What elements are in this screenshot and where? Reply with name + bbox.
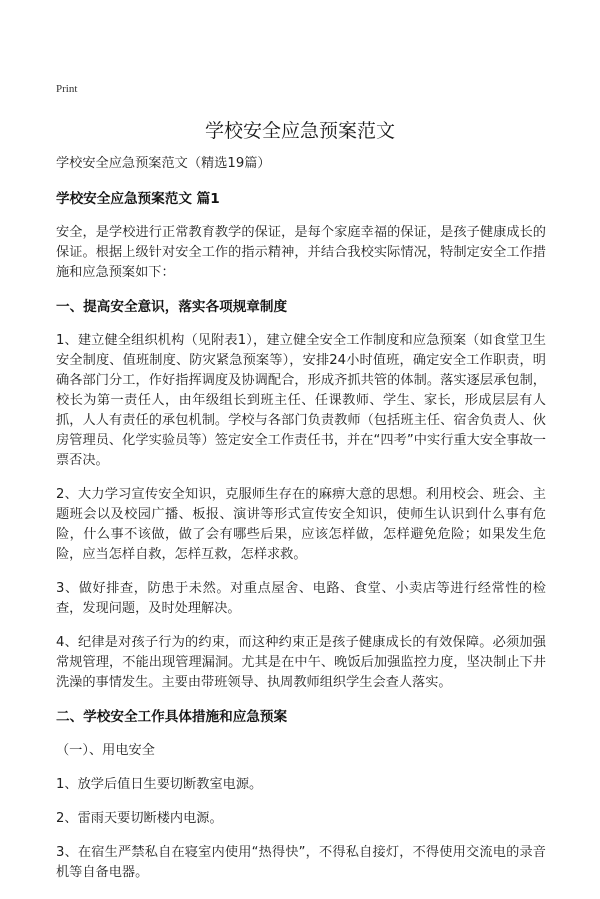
- electric-item-1: 1、放学后值日生要切断教室电源。: [56, 777, 263, 792]
- intro-paragraph: 安全，是学校进行正常教育教学的保证，是每个家庭幸福的保证，是孩子健康成长的保证。根据上级针对安全工作的指示精神，并结合我校实际情况，特制定安全工作措施和应急预案如下：: [56, 225, 546, 280]
- paragraph-item-3: 3、做好排查，防患于未然。对重点屋舍、电路、食堂、小卖店等进行经常性的检查，发现问题，及时处理解决。: [56, 581, 546, 616]
- electric-item-2: 2、雷雨天要切断楼内电源。: [56, 811, 223, 826]
- page-title: 学校安全应急预案范文: [204, 120, 395, 142]
- document-subtitle: 学校安全应急预案范文（精选19篇）: [56, 156, 271, 171]
- heading-2: 二、学校安全工作具体措施和应急预案: [56, 709, 288, 725]
- document-body: [56, 154, 546, 897]
- sub-heading-electric-safety: （一）、用电安全: [56, 743, 155, 758]
- paragraph-item-2: 2、大力学习宣传安全知识，克服师生存在的麻痹大意的思想。利用校会、班会、主题班会以及校园广播、板报、演讲等形式宣传安全知识，使师生认识到什么事有危险，什么事不该做，做了会有哪些后果，应该怎样做，怎样避免危险；如果发生危险，应当怎样自救，怎样互救，怎样求救。: [56, 487, 546, 562]
- paragraph-item-1: 1、建立健全组织机构（见附表1），建立健全安全工作制度和应急预案（如食堂卫生安全制度、值班制度、防灾紧急预案等），安排24小时值班，确定安全工作职责，明确各部门分工，作好指挥调度及协调配合，形成齐抓共管的体制。落实逐层承包制，校长为第一责任人，由年级组长到班主任、任课教师、学生、家长，形成层层有人抓，人人有责任的承包机制。学校与各部门负责教师（包括班主任、宿舍负责人、伙房管理员、化学实验员等）签定安全工作责任书，并在“四考”中实行重大安全事故一票否决。: [56, 333, 546, 468]
- paragraph-item-4: 4、纪律是对孩子行为的约束，而这种约束正是孩子健康成长的有效保障。必须加强常规管理，不能出现管理漏洞。尤其是在中午、晚饭后加强监控力度，坚决制止下井洗澡的事情发生。主要由带班领导、执周教师组织学生会查人落实。: [56, 635, 546, 690]
- electric-item-3: 3、在宿生严禁私自在寝室内使用“热得快”，不得私自接灯，不得使用交流电的录音机等自备电器。: [56, 845, 546, 880]
- print-label: Print: [56, 83, 78, 95]
- section-title: 学校安全应急预案范文 篇1: [56, 191, 220, 207]
- heading-1: 一、提高安全意识，落实各项规章制度: [56, 299, 288, 315]
